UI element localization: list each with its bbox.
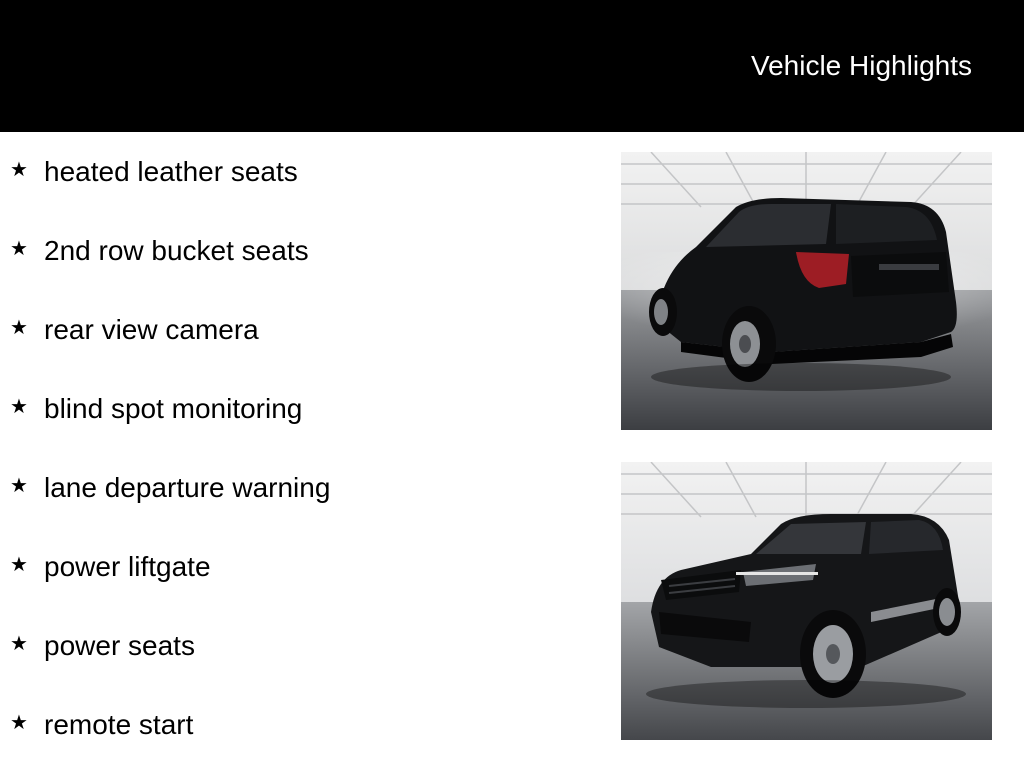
feature-item	[10, 626, 570, 666]
feature-item	[10, 152, 570, 192]
feature-item	[10, 231, 570, 271]
feature-item	[10, 468, 570, 508]
feature-label: rear view camera	[44, 314, 259, 345]
star-icon: ★	[10, 238, 28, 260]
feature-item	[10, 310, 570, 350]
feature-label: power liftgate	[44, 551, 211, 582]
feature-label: 2nd row bucket seats	[44, 235, 309, 266]
star-icon: ★	[10, 633, 28, 655]
star-icon: ★	[10, 159, 28, 181]
vehicle-front-photo	[621, 462, 992, 740]
feature-label: blind spot monitoring	[44, 393, 303, 424]
feature-label: heated leather seats	[44, 156, 298, 187]
star-icon: ★	[10, 475, 28, 497]
star-icon: ★	[10, 712, 28, 734]
page-title: Vehicle Highlights	[750, 50, 972, 81]
feature-label: power seats	[44, 630, 195, 661]
header-bar	[0, 0, 1024, 132]
star-icon: ★	[10, 317, 28, 339]
feature-item	[10, 389, 570, 429]
star-icon: ★	[10, 554, 28, 576]
star-icon: ★	[10, 396, 28, 418]
feature-item	[10, 547, 570, 587]
feature-item	[10, 705, 570, 745]
feature-label: lane departure warning	[44, 472, 331, 503]
vehicle-rear-photo	[621, 152, 992, 430]
feature-label: remote start	[44, 709, 194, 740]
